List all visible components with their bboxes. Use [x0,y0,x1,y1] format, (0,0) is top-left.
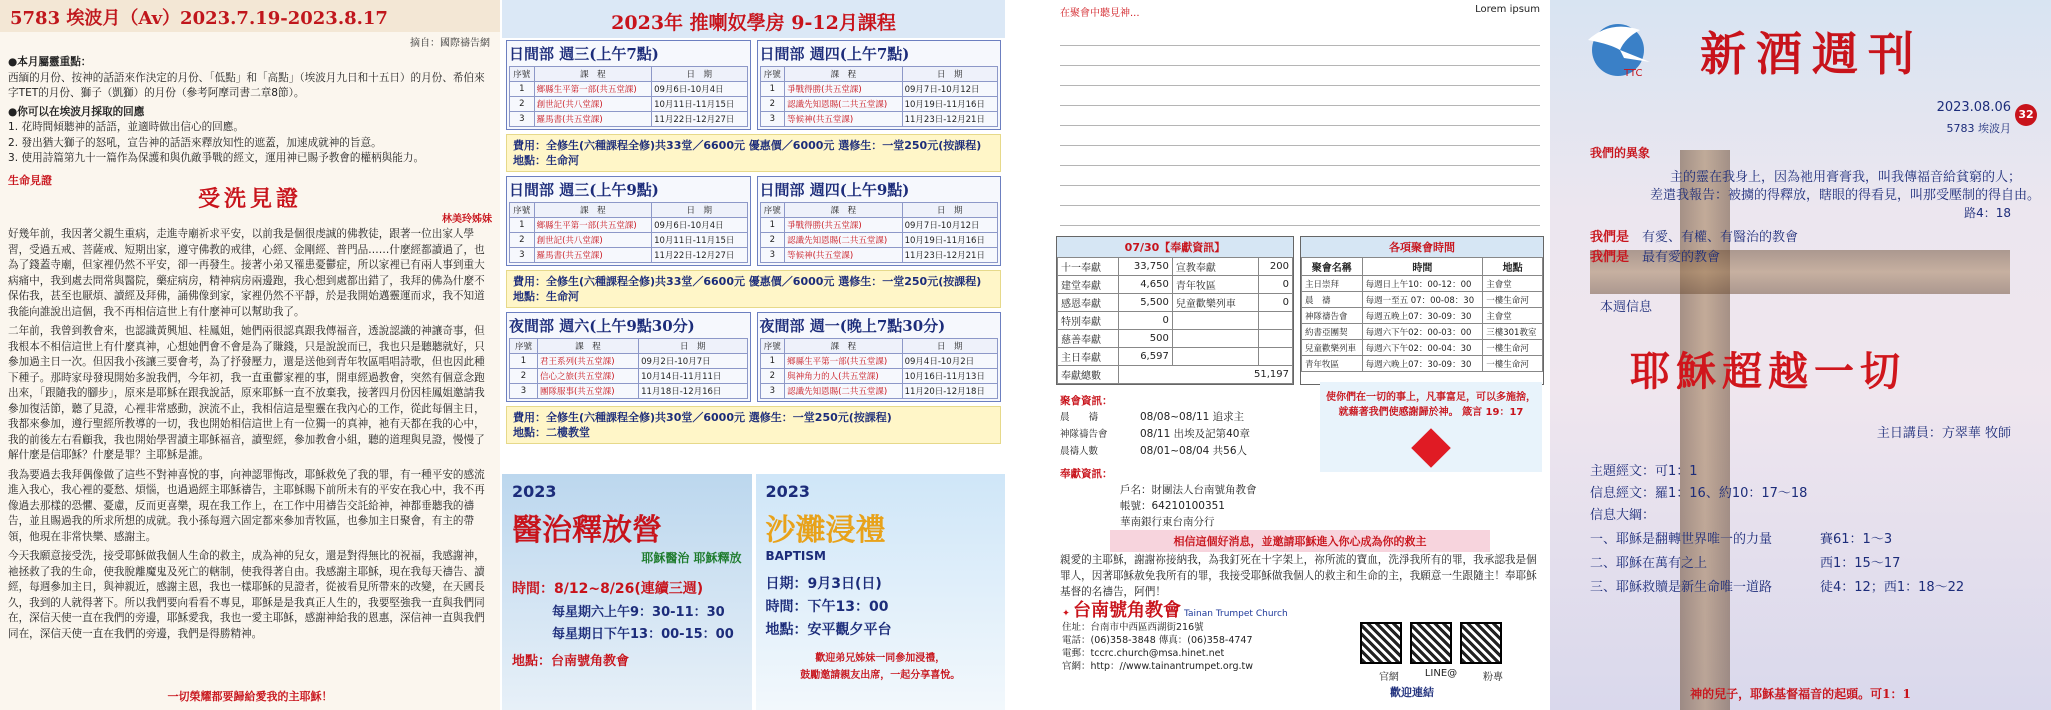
offering-label: 十一奉獻 [1058,258,1119,276]
course-row [510,233,748,248]
meeting-row [1302,356,1543,372]
course-dates: 10月19日-11月16日 [902,97,997,112]
column-header: 日 期 [902,67,997,82]
outline-point: 二、耶穌在萬有之上 [1590,556,1708,571]
course-dates: 10月16日-11月13日 [902,369,997,384]
offering-row [1058,348,1293,366]
offering-amount: 0 [1259,276,1293,294]
column-header: 序號 [760,67,785,82]
course-dates: 09月7日-10月12日 [902,218,997,233]
course-block-left [506,176,751,266]
section-label: 生命見證 [8,173,52,187]
course-name: 認識先知恩賜(二共五堂課) [785,97,903,112]
course-row [510,82,748,97]
offering-label [1172,330,1258,348]
course-index: 1 [760,218,785,233]
course-index: 3 [760,248,785,263]
outline-ref: 徒4：12；西1：18～22 [1820,580,1965,595]
column-header: 課 程 [537,339,638,354]
church-en: Tainan Trumpet Church [1184,609,1288,619]
course-row [760,218,998,233]
column-header: 序號 [760,339,785,354]
note-lines [1050,22,1550,230]
vision-label: 我們的異象 [1590,146,1651,160]
offering-label: 宣教奉獻 [1172,258,1258,276]
course-dates: 09月4日-10月2日 [902,354,997,369]
vision-ref: 路4：18 [1964,206,2011,220]
course-name: 信心之旅(共五堂課) [537,369,638,384]
source-credit: 摘自：國際禱告網 [410,38,490,49]
church-contact [1062,600,1352,673]
offering-label: 兒童歡樂列車 [1172,294,1258,312]
course-name: 創世記(共八堂課) [534,233,652,248]
offering-total-label: 奉獻總數 [1058,366,1119,384]
course-dates: 09月7日-10月12日 [902,82,997,97]
church-phone: 電話：(06)358-3848 傳真：(06)358-4747 [1062,635,1253,646]
outline-item [1590,552,1900,571]
offering-row [1058,294,1293,312]
course-name: 鄉縣生平第一部(共五堂課) [785,354,903,369]
meeting-time: 每週五晚上07：30-09：30 [1362,308,1483,324]
meeting-row [1302,340,1543,356]
course-name: 君王系列(共五堂課) [537,354,638,369]
offering-amount: 5,500 [1118,294,1172,312]
course-dates: 09月6日-10月4日 [652,218,747,233]
course-name: 團隊服事(共五堂課) [537,384,638,399]
outline-point: 三、耶穌救贖是新生命唯一道路 [1590,580,1773,595]
church-website[interactable]: 官網：http：//www.tainantrumpet.org.tw [1062,661,1254,672]
meeting-info-label: 聚會資訊： [1060,395,1113,407]
course-name: 鄉縣生平第一部(共五堂課) [534,82,652,97]
course-name: 羅馬書(共五堂課) [534,112,652,127]
course-index: 3 [760,112,785,127]
testimony-paragraph: 好幾年前，我因著父親生重病，走進寺廟祈求平安，以前我是個很虔誠的佛教徒，跟著一位出家人學習，受過五戒、菩薩戒、短期出家，遵守佛教的戒律，心經、金剛經、普門品……什麼經都讀過了，也為了錢蓋寺廟，但家裡仍然不平安，卻一再發生。接著小弟又罹患憂鬱症，所以家裡已有兩人事到重大病痛中，我到處去問常與醫院，藥症病房，精神病房兩邊跑，我心想到處都出錯了，我拜的佛為什麼不保佑我，甚至也厭煩、讀經及拜佛，誦佛像到家，家裡仍然不平靜，於是我開始邁靈運而求，我不知道我能向誰說出這個，我不再相信這世上有什麼神可以幫助我了。 [8,228,485,318]
meeting-place: 一樓生命河 [1483,356,1543,372]
course-row [510,218,748,233]
course-index: 1 [510,82,535,97]
column-header: 課 程 [785,203,903,218]
meeting-place: 一樓生命河 [1483,340,1543,356]
offering-total-row [1058,366,1293,384]
column-header: 序號 [510,203,535,218]
course-index: 2 [760,97,785,112]
message-label: 本週信息 [1600,300,1653,315]
meeting-name: 主日崇拜 [1302,276,1363,292]
course-row [760,233,998,248]
course-index: 2 [760,369,785,384]
course-dates: 10月11日-11月15日 [652,97,747,112]
meeting-info-row [1060,409,1300,426]
course-name: 等候神(共五堂課) [785,112,903,127]
read-label: 信息經文： [1590,486,1656,501]
meeting-time: 每週六晚上07：30-09：30 [1362,356,1483,372]
meeting-name: 晨 禱 [1302,292,1363,308]
course-block-title: 日間部 週三(上午7點) [509,45,659,63]
course-place: 地點：二樓教堂 [513,426,590,439]
offering-total: 51,197 [1118,366,1292,384]
testimony-author: 林美玲姊妹 [442,213,492,225]
course-block-title: 夜間部 週六(上午9點30分) [509,317,695,335]
offering-label: 青年牧區 [1172,276,1258,294]
offering-title: 07/30【奉獻資訊】 [1057,237,1293,257]
meeting-row [1302,324,1543,340]
church-address: 住址：台南市中西區西湖街216號 [1062,622,1204,633]
meeting-row [1302,292,1543,308]
focus-title: ●本月屬靈重點： [8,56,92,68]
course-place: 地點：生命河 [513,154,579,167]
course-block-title: 夜間部 週一(晚上7點30分) [759,317,946,335]
course-index: 3 [510,112,535,127]
outline-item [1590,528,1892,547]
ad-time: 時間：下午13：00 [765,599,889,615]
hebrew-month: 5783 埃波月 [1946,122,2011,135]
course-name: 等候神(共五堂課) [785,248,903,263]
account-number: 帳號：64210100351 [1120,500,1225,512]
course-row [760,369,998,384]
course-dates: 09月2日-10月7日 [639,354,747,369]
ad-title: 醫治釋放營 [512,513,662,548]
response-title: ●你可以在埃波月採取的回應 [8,105,145,118]
reading-text: 羅1：16、約10：17～18 [1655,486,1808,501]
offering-label: 建堂奉獻 [1058,276,1119,294]
ad-sun: 每星期日下午13：00-15：00 [552,627,734,642]
qr-line-icon[interactable] [1410,622,1452,664]
church-email[interactable]: 電郵：tccrc.church@msa.hinet.net [1062,648,1225,659]
meeting-info-label: 神隊禱告會 [1060,429,1108,440]
testimony-paragraph: 今天我願意接受洗，接受耶穌做我個人生命的救主，成為神的兒女，還是對得無比的祝福，我感謝神，祂拯救了我的生命，使我脫離魔鬼及死亡的轄制，使我得著自由。我感謝主耶穌，現在我每天禱告、讀經，每週參加主日，與神親近，感謝主恩，我也一樣耶穌的見證者，從被看見所帶來的改變，在天國長久，我到的人就得著下。所以我們要向看看不專見，耶穌是是我真正人生的，我要堅強我一直與我們同在，深信天使一直在我們的旁邊，耶穌愛我，我也一愛主耶穌，感謝神給我的恩惠，深信神一直與我們同在，深信天使一直在我們的旁邊，我們是得勝精神。 [8,550,485,640]
course-index: 2 [510,369,538,384]
testimony-paragraph: 我為要過去我拜偶像做了這些不對神喜悅的事，向神認罪悔改，耶穌救免了我的罪，有一種平安的感流進入我心，我心裡的憂愁、煩惱，也過過經主耶穌禱告，主耶穌賜下前所未有的平安在我心中，我不再像過去那樣的恐懼、憂慮，反而更喜樂，現在我工作上，在工作中用禱告交託給神，神都垂聽我的禱告，並且賜過我的所求所想的成就。我小孫每週六固定都來參加青牧區，也參加主日聚會，有主的帶領，他現在非常快樂、感謝主。 [8,468,485,543]
course-name: 認識先知恩賜(二共五堂課) [785,384,903,399]
offering-amount: 0 [1259,294,1293,312]
offering-row [1058,312,1293,330]
meeting-time: 每週日上午10：00-12：00 [1362,276,1483,292]
course-block-right [757,40,1002,130]
ad-title: 沙灘浸禮 [765,513,886,548]
column-header: 序號 [510,339,538,354]
course-block-left [506,40,751,130]
logo-text: TTC [1624,68,1643,79]
offering-info-label: 奉獻資訊： [1060,468,1113,480]
course-index: 2 [760,233,785,248]
qr-label: 粉專 [1483,672,1504,683]
church-name: 台南號角教會 [1073,600,1181,621]
course-block-title: 日間部 週四(上午9點) [759,181,910,199]
meeting-table [1300,236,1544,385]
column-header: 地點 [1483,258,1543,276]
ad-date: 日期：9月3日(日) [765,576,882,592]
qr-website-icon[interactable] [1360,622,1402,664]
cover-footer: 神的兒子，耶穌基督福音的起頭。可1：1 [1690,687,1911,701]
offering-label [1172,312,1258,330]
course-fee-box [506,406,1001,444]
ad-sat: 每星期六上午9：30-11：30 [552,605,725,620]
we-label: 我們是 [1590,250,1630,265]
offering-amount [1259,348,1293,366]
top-placeholder: Lorem ipsum [1475,4,1540,15]
course-name: 爭戰得勝(共五堂課) [785,82,903,97]
course-row [760,112,998,127]
course-row [760,82,998,97]
course-row [760,384,998,399]
panel-monthly-focus [0,0,500,710]
meeting-time: 每週六下午02：00-04：30 [1362,340,1483,356]
testimony-footer: 一切榮耀都要歸給愛我的主耶穌！ [167,690,333,703]
outline-ref: 西1：15～17 [1820,556,1901,571]
offering-label: 感恩奉獻 [1058,294,1119,312]
course-row [510,112,748,127]
meeting-name: 神隊禱告會 [1302,308,1363,324]
column-header: 課 程 [785,67,903,82]
ad-slogan: 耶穌醫治 耶穌釋放 [641,551,742,565]
meeting-info-label: 晨 禱 [1060,412,1099,423]
column-header: 課 程 [534,203,652,218]
masthead: 新酒週刊 [1700,27,1924,81]
focus-text: 西緬的月份、按神的話語來作決定的月份、「低點」和「高點」（埃波月九日和十五日）的月份、希伯來字TET的月份、獅子（凱獅）的月份（參考阿摩司書二章8節）。 [8,71,485,99]
ad-year: 2023 [765,482,811,501]
offering-amount: 500 [1118,330,1172,348]
course-dates: 11月22日-12月27日 [652,248,747,263]
meeting-row [1302,308,1543,324]
trumpet-icon: ✦ [1062,608,1070,619]
ad-invite: 鼓勵邀請親友出席，一起分享喜悅。 [800,670,961,681]
column-header: 日 期 [652,67,747,82]
course-index: 3 [760,384,785,399]
offering-row [1058,276,1293,294]
course-block-title: 日間部 週三(上午9點) [509,181,659,199]
offering-label [1172,348,1258,366]
meeting-place: 主會堂 [1483,276,1543,292]
ad-time: 時間：8/12~8/26(連續三週) [512,581,704,597]
qr-fanpage-icon[interactable] [1460,622,1502,664]
course-name: 羅馬書(共五堂課) [534,248,652,263]
course-row [760,97,998,112]
offering-row [1058,330,1293,348]
course-row [760,354,998,369]
vision-line: 主的靈在我身上，因為祂用膏膏我，叫我傳福音給貧窮的人； [1670,170,2022,185]
response-item: 3. 使用詩篇第九十一篇作為保護和與仇敵爭戰的經文，運用神已賜予教會的權柄與能力。 [8,152,425,164]
meeting-place: 三樓301教室 [1483,324,1543,340]
course-block-title: 日間部 週四(上午7點) [759,45,910,63]
course-row [760,248,998,263]
meeting-title: 各項聚會時間 [1301,237,1543,257]
column-header: 課 程 [534,67,652,82]
meeting-place: 主會堂 [1483,308,1543,324]
meeting-info-label: 晨禱人數 [1060,446,1099,457]
offering-amount: 4,650 [1118,276,1172,294]
column-header: 日 期 [652,203,747,218]
salvation-prayer: 親愛的主耶穌，謝謝祢接納我，為我釘死在十字架上，祢所流的寶血，洗淨我所有的罪，我承認我是個罪人，因著耶穌赦免我所有的罪，我接受耶穌做我個人的救主和生命的主，我願意一生跟隨主！奉耶穌基督的名禱告，阿們！ [1060,554,1537,598]
course-fee: 費用：全修生(六種課程全修)共33堂／6600元 優惠價／6000元 選修生：一堂250元(按課程) [513,139,982,152]
course-fee-box [506,270,1001,308]
course-index: 3 [510,248,535,263]
course-index: 2 [510,97,535,112]
offering-verse [1320,382,1542,472]
course-dates: 11月23日-12月21日 [902,248,997,263]
course-name: 認識先知恩賜(二共五堂課) [785,233,903,248]
sermon-title: 耶穌超越一切 [1630,348,1906,395]
meeting-row [1302,276,1543,292]
column-header: 日 期 [639,339,747,354]
course-block-left [506,312,751,402]
ad-place: 地點：台南號角教會 [512,654,630,669]
course-dates: 10月19日-11月16日 [902,233,997,248]
meeting-time: 每週一至五 07：00-08：30 [1362,292,1483,308]
column-header: 序號 [760,203,785,218]
healing-camp-ad [502,474,752,710]
top-tagline: 在聚會中聽見神... [1060,8,1140,19]
vision-line: 差遣我報告：被擄的得釋放，瞎眼的得看見，叫那受壓制的得自由。 [1650,188,2041,203]
course-name: 鄉縣生平第一部(共五堂課) [534,218,652,233]
course-row [510,384,748,399]
bank-name: 華南銀行東台南分行 [1120,516,1215,528]
we-label: 我們是 [1590,230,1630,245]
course-index: 2 [510,233,535,248]
course-block-right [757,312,1002,402]
column-header: 時間 [1362,258,1483,276]
meeting-name: 青年牧區 [1302,356,1363,372]
panel-course-schedule [502,0,1005,710]
course-index: 1 [510,354,538,369]
panel-info [1050,0,1550,710]
ad-year: 2023 [512,482,557,501]
offering-label: 慈善奉獻 [1058,330,1119,348]
verse-text: 使你們在一切的事上，凡事富足，可以多施捨，就藉著我們使感謝歸於神。 箴言 19：17 [1326,392,1536,418]
outline-item [1590,576,1964,595]
meeting-info-row [1060,443,1300,460]
column-header: 課 程 [785,339,903,354]
response-item: 2. 發出猶大獅子的怒吼，宣告神的話語來釋放知性的遮蓋，加速成就神的旨意。 [8,136,382,149]
account-name: 戶名：財團法人台南號角教會 [1120,484,1257,496]
course-row [510,97,748,112]
offering-amount: 33,750 [1118,258,1172,276]
course-fee: 費用：全修生(六種課程全修)共30堂／6000元 選修生：一堂250元(按課程) [513,411,892,424]
issue-date: 2023.08.06 [1936,100,2011,115]
offering-row [1058,258,1293,276]
dove-logo-icon [1580,10,1660,80]
meeting-name: 兒童歡樂列車 [1302,340,1363,356]
meeting-time: 每週六下午02：00-03：00 [1362,324,1483,340]
course-dates: 09月6日-10月4日 [652,82,747,97]
course-name: 爭戰得勝(共五堂課) [785,218,903,233]
text-label: 主題經文： [1590,464,1656,479]
ad-baptism: BAPTISM [765,549,826,563]
offering-label: 主日奉獻 [1058,348,1119,366]
testimony-title: 受洗見證 [197,186,302,212]
offering-amount [1259,330,1293,348]
course-name: 與神角力的人(共五堂課) [785,369,903,384]
outline-point: 一、耶穌是翻轉世界唯一的力量 [1590,532,1773,547]
course-dates: 11月18日-12月16日 [639,384,747,399]
course-dates: 11月22日-12月27日 [652,112,747,127]
theme-text: 可1：1 [1655,464,1698,479]
course-header: 2023年 推喇奴學房 9-12月課程 [502,0,1005,38]
course-row [510,248,748,263]
we-statement: 有愛、有權、有醫治的教會 [1642,230,1799,245]
offering-label: 特別奉獻 [1058,312,1119,330]
column-header: 日 期 [902,339,997,354]
response-item: 1. 花時間傾聽神的話語，並適時做出信心的回應。 [8,121,244,133]
meeting-info-row [1060,426,1300,443]
meeting-info-value: 08/01~08/04 共56人 [1140,445,1248,457]
column-header: 聚會名稱 [1302,258,1363,276]
testimony-paragraph: 二年前，我曾到教會來，也認識黃興旭、桂鳳姐，她們兩很認真跟我傳福音，透說認識的神讓奇事，但我根本不相信這世上有什麼真神，心想她們會不會是為了賺錢，只是說說而已，我也只是聽聽就好，只參加過主日一次。但因我小孩讓三要會考，為了抒發壓力，還是送他到青年牧區唱唱詩歌，但也因此種下種子。那時家母發現開始多說我們，今年初，我一直重鬱家裡的事，開車經過教會，突然有個意念跑出來，「跟隨我的腳步」，原來是耶穌在跟我說話，原來耶穌一直不放棄我，接著四月份因桂鳳姐邀請我參加復活節，聽了見證，心裡非常感動，淚流不止，我相信這是聖靈在我內心的工作，從此每個主日，我都來參加，遵行聖經所教導的一切，我也開始相信這世上有一位獨一的真神，祂有天都在我的心中，我的前後左右看顧我，我也開始學習讀主耶穌福音，讀聖經，參加教會小組，聽的道理與見證，慢慢了解什麼是信耶穌？什麼是罪？主耶穌是誰。 [8,325,485,461]
offering-table [1056,236,1294,385]
course-index: 3 [510,384,538,399]
qr-codes [1360,622,1502,664]
month-header: 5783 埃波月（Av）2023.7.19-2023.8.17 [0,0,500,32]
column-header: 序號 [510,67,535,82]
heart-icon [1411,428,1451,468]
offering-amount: 6,597 [1118,348,1172,366]
course-index: 1 [760,354,785,369]
qr-label: LINE@ [1424,668,1458,679]
course-dates: 10月14日-11月11日 [639,369,747,384]
ad-invite: 歡迎弟兄姊妹一同參加浸禮， [815,653,946,664]
course-name: 創世記(共八堂課) [534,97,652,112]
outline-label: 信息大綱： [1590,508,1656,523]
offering-amount: 200 [1259,258,1293,276]
column-header: 日 期 [902,203,997,218]
course-index: 1 [510,218,535,233]
meeting-name: 約書亞團契 [1302,324,1363,340]
gospel-banner: 相信這個好消息，並邀請耶穌進入你心成為你的救主 [1110,530,1490,552]
course-dates: 10月11日-11月15日 [652,233,747,248]
course-block-right [757,176,1002,266]
offering-amount [1259,312,1293,330]
course-dates: 11月20日-12月18日 [902,384,997,399]
we-statement: 最有愛的教會 [1642,250,1721,265]
baptism-ad [756,474,1006,710]
outline-ref: 賽61：1～3 [1820,532,1893,547]
course-row [510,369,748,384]
meeting-info-value: 08/08~08/11 追求主 [1140,411,1245,423]
qr-label: 官網 [1378,672,1399,683]
issue-number: 32 [2015,104,2037,126]
course-row [510,354,748,369]
course-place: 地點：生命河 [513,290,579,303]
panel-cover [1550,0,2051,710]
course-fee: 費用：全修生(六種課程全修)共33堂／6600元 優惠價／6000元 選修生：一堂250元(按課程) [513,275,982,288]
offering-amount: 0 [1118,312,1172,330]
course-fee-box [506,134,1001,172]
ad-place: 地點：安平觀夕平台 [765,622,892,638]
course-index: 1 [760,82,785,97]
qr-footer: 歡迎連結 [1390,686,1434,699]
speaker: 主日講員：方翠華 牧師 [1876,426,2011,441]
meeting-info-value: 08/11 出埃及記第40章 [1140,428,1250,440]
course-dates: 11月23日-12月21日 [902,112,997,127]
meeting-place: 一樓生命河 [1483,292,1543,308]
